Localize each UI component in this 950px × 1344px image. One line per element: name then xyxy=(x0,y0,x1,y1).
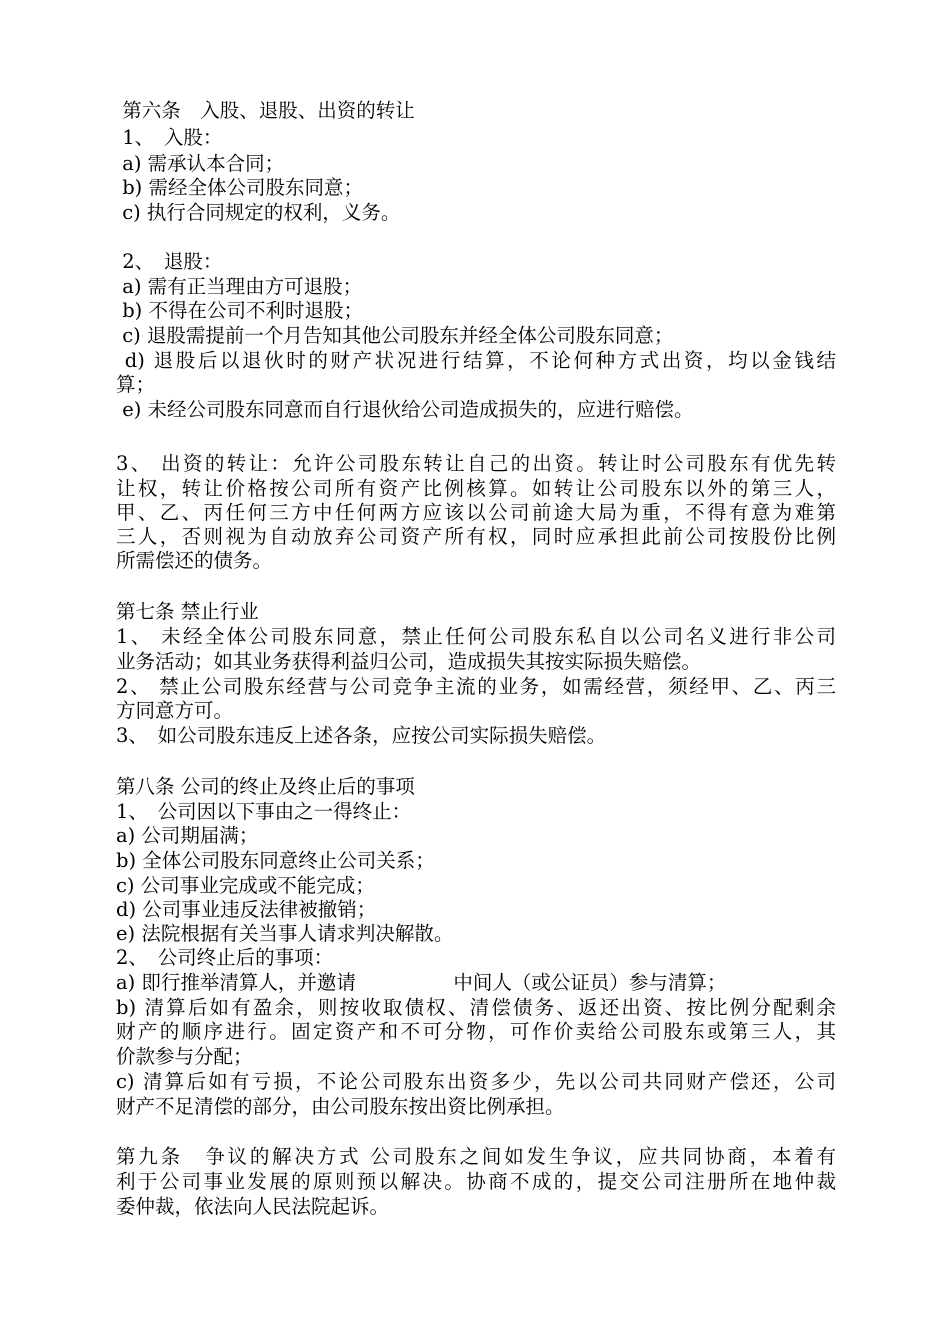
article-8-subheading: 1、 公司因以下事由之一得终止： xyxy=(116,800,412,823)
article-8-item: 价款参与分配； xyxy=(116,1045,253,1068)
clause-3-paragraph: 让权，转让价格按公司所有资产比例核算。如转让公司股东以外的第三人， xyxy=(116,477,836,500)
article-9-paragraph: 第九条 争议的解决方式 公司股东之间如发生争议，应共同协商，本着有 xyxy=(116,1145,836,1168)
clause-item: b) 需经全体公司股东同意； xyxy=(116,176,363,199)
article-7-paragraph: 2、 禁止公司股东经营与公司竞争主流的业务，如需经营，须经甲、乙、丙三 xyxy=(116,675,836,698)
clause-1-heading: 1、 入股： xyxy=(116,126,223,149)
clause-item: a) 需承认本合同； xyxy=(116,152,285,175)
article-9-paragraph: 利于公司事业发展的原则预以解决。协商不成的，提交公司注册所在地仲裁 xyxy=(116,1170,836,1193)
article-8-item: b) 清算后如有盈余，则按收取债权、清偿债务、返还出资、按比例分配剩余 xyxy=(116,996,836,1019)
article-8-item: 财产的顺序进行。固定资产和不可分物，可作价卖给公司股东或第三人，其 xyxy=(116,1020,836,1043)
clause-2-heading: 2、 退股： xyxy=(116,250,223,273)
article-7-paragraph: 方同意方可。 xyxy=(116,699,234,722)
article-8-item: e) 法院根据有关当事人请求判决解散。 xyxy=(116,922,454,945)
clause-item: d) 退股后以退伙时的财产状况进行结算，不论何种方式出资，均以金钱结 xyxy=(116,349,836,372)
article-8-item: a) 公司期届满； xyxy=(116,824,259,847)
article-7-paragraph: 3、 如公司股东违反上述各条，应按公司实际损失赔偿。 xyxy=(116,724,607,747)
article-8-item: a) 即行推举清算人，并邀请 中间人（或公证员）参与清算； xyxy=(116,971,727,994)
clause-item: b) 不得在公司不利时退股； xyxy=(116,299,363,322)
article-8-heading: 第八条 公司的终止及终止后的事项 xyxy=(116,775,415,798)
article-8-item: c) 清算后如有亏损，不论公司股东出资多少，先以公司共同财产偿还，公司 xyxy=(116,1070,836,1093)
clause-item: a) 需有正当理由方可退股； xyxy=(116,275,363,298)
clause-3-paragraph: 3、 出资的转让：允许公司股东转让自己的出资。转让时公司股东有优先转 xyxy=(116,452,836,475)
clause-item-continued: 算； xyxy=(116,373,156,396)
article-8-item: b) 全体公司股东同意终止公司关系； xyxy=(116,849,435,872)
article-6-heading: 第六条 入股、退股、出资的转让 xyxy=(116,99,415,122)
clause-3-paragraph: 所需偿还的债务。 xyxy=(116,549,273,572)
clause-item: c) 执行合同规定的权利，义务。 xyxy=(116,201,401,224)
article-8-item: d) 公司事业违反法律被撤销； xyxy=(116,898,377,921)
article-7-paragraph: 1、 未经全体公司股东同意，禁止任何公司股东私自以公司名义进行非公司 xyxy=(116,625,836,648)
article-8-item: 财产不足清偿的部分，由公司股东按出资比例承担。 xyxy=(116,1095,565,1118)
clause-3-paragraph: 甲、乙、丙任何三方中任何两方应该以公司前途大局为重，不得有意为难第 xyxy=(116,501,836,524)
article-7-heading: 第七条 禁止行业 xyxy=(116,600,259,623)
article-9-paragraph: 委仲裁，依法向人民法院起诉。 xyxy=(116,1195,390,1218)
article-7-paragraph: 业务活动；如其业务获得利益归公司，造成损失其按实际损失赔偿。 xyxy=(116,650,702,673)
clause-item: e) 未经公司股东同意而自行退伙给公司造成损失的，应进行赔偿。 xyxy=(116,398,694,421)
clause-item: c) 退股需提前一个月告知其他公司股东并经全体公司股东同意； xyxy=(116,324,674,347)
article-8-subheading: 2、 公司终止后的事项： xyxy=(116,946,334,969)
article-8-item: c) 公司事业完成或不能完成； xyxy=(116,874,375,897)
clause-3-paragraph: 三人，否则视为自动放弃公司资产所有权，同时应承担此前公司按股份比例 xyxy=(116,525,836,548)
